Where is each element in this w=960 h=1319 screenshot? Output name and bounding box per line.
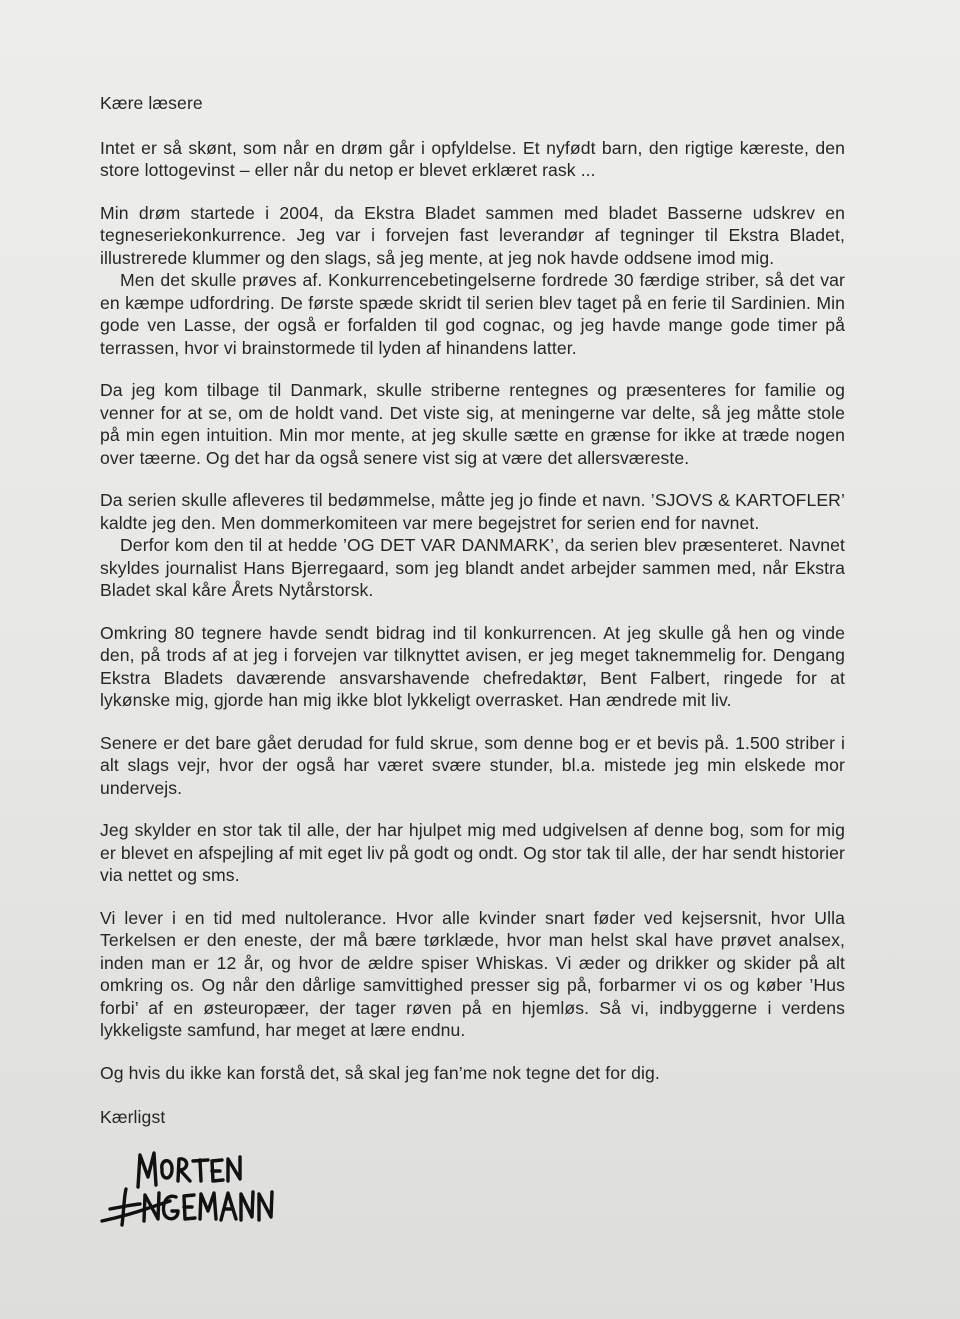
letter-paragraph-3 <box>100 379 845 469</box>
paragraph-text: Min drøm startede i 2004, da Ekstra Bladet sammen med bladet Basserne udskrev en tegneseriekonkurrence. Jeg var i forvejen fast leverandør af tegninger til Ekstra Bladet, illustrerede klummer og den slags, så jeg mente, at jeg nok havde oddsene imod mig. <box>100 202 845 268</box>
paragraph-text: Jeg skylder en stor tak til alle, der har hjulpet mig med udgivelsen af denne bog, som for mig er blevet en afspejling af mit eget liv på godt og ondt. Og stor tak til alle, der har sendt historier via nettet og sms. <box>100 820 845 885</box>
paragraph-text: Da serien skulle afleveres til bedømmelse, måtte jeg jo finde et navn. ’SJOVS & KARTOFLER’ kaldte jeg den. Men dommerkomiteen var mere begejstret for serien end for navnet. <box>100 490 845 533</box>
letter-paragraph-2 <box>100 202 845 360</box>
letter-closing-line: Og hvis du ikke kan forstå det, så skal jeg fan’me nok tegne det for dig. <box>100 1062 660 1083</box>
letter-signoff: Kærligst <box>100 1107 166 1127</box>
paragraph-text-indented: Derfor kom den til at hedde ’OG DET VAR DANMARK’, da serien blev præsenteret. Navnet skyldes journalist Hans Bjerregaard, som jeg blandt andet arbejder sammen med, når Ekstra Bladet skal kåre Årets Nytårstorsk. <box>100 535 845 600</box>
letter-paragraph-6 <box>100 732 845 800</box>
paragraph-text: Vi lever i en tid med nultolerance. Hvor alle kvinder snart føder ved kejsersnit, hvor Ulla Terkelsen er den eneste, der må bære tørklæde, hvor man helst skal have prøvet analsex, inden man er 12 år, og hvor de ældre spiser Whiskas. Vi æder og drikker og skider på alt omkring os. Og når den dårlige samvittighed presser sig på, forbarmer vi os og køber ’Hus forbi’ af en østeuropæer, der tager røven på en hjemløs. Så vi, indbyggerne i verdens lykkeligste samfund, har meget at lære endnu. <box>100 907 845 1040</box>
letter-paragraph-1 <box>100 137 845 182</box>
paragraph-text: Senere er det bare gået derudad for fuld skrue, som denne bog er et bevis på. 1.500 striber i alt slags vejr, hvor der også har været svære stunder, bl.a. mistede jeg min elskede mor undervejs. <box>100 732 845 798</box>
paragraph-text: Omkring 80 tegnere havde sendt bidrag ind til konkurrencen. At jeg skulle gå hen og vinde den, på trods af at jeg i forvejen var tilknyttet avisen, er jeg meget taknemmelig for. Dengang Ekstra Bladets daværende ansvarshavende chefredaktør, Bent Falbert, ringede for at lykønske mig, gjorde han mig ikke blot lykkeligt overrasket. Han ændrede mit liv. <box>100 622 845 710</box>
letter-paragraph-4 <box>100 489 845 602</box>
paragraph-text-indented: Men det skulle prøves af. Konkurrencebetingelserne fordrede 30 færdige striber, så det var en kæmpe udfordring. De første spæde skridt til serien blev taget på en ferie til Sardinien. Min gode ven Lasse, der også er forfalden til god cognac, og jeg havde mange gode timer på terrassen, hvor vi brainstormede til lyden af hinandens latter. <box>100 270 845 358</box>
paragraph-text: Intet er så skønt, som når en drøm går i opfyldelse. Et nyfødt barn, den rigtige kæreste, den store lottogevinst – eller når du netop er blevet erklæret rask ... <box>100 137 845 180</box>
paragraph-text: Da jeg kom tilbage til Danmark, skulle striberne rentegnes og præsenteres for familie og venner for at se, om de holdt vand. Det viste sig, at meningerne var delte, så jeg måtte stole på min egen intuition. Min mor mente, at jeg skulle sætte en grænse for ikke at træde nogen over tæerne. Og det har da også senere vist sig at være det allersværeste. <box>100 380 845 468</box>
letter-paragraph-8 <box>100 907 845 1042</box>
handwritten-signature <box>100 1147 300 1247</box>
letter-body <box>100 92 845 1247</box>
letter-paragraph-5 <box>100 622 845 712</box>
letter-paragraph-7 <box>100 819 845 887</box>
letter-greeting: Kære læsere <box>100 93 203 113</box>
